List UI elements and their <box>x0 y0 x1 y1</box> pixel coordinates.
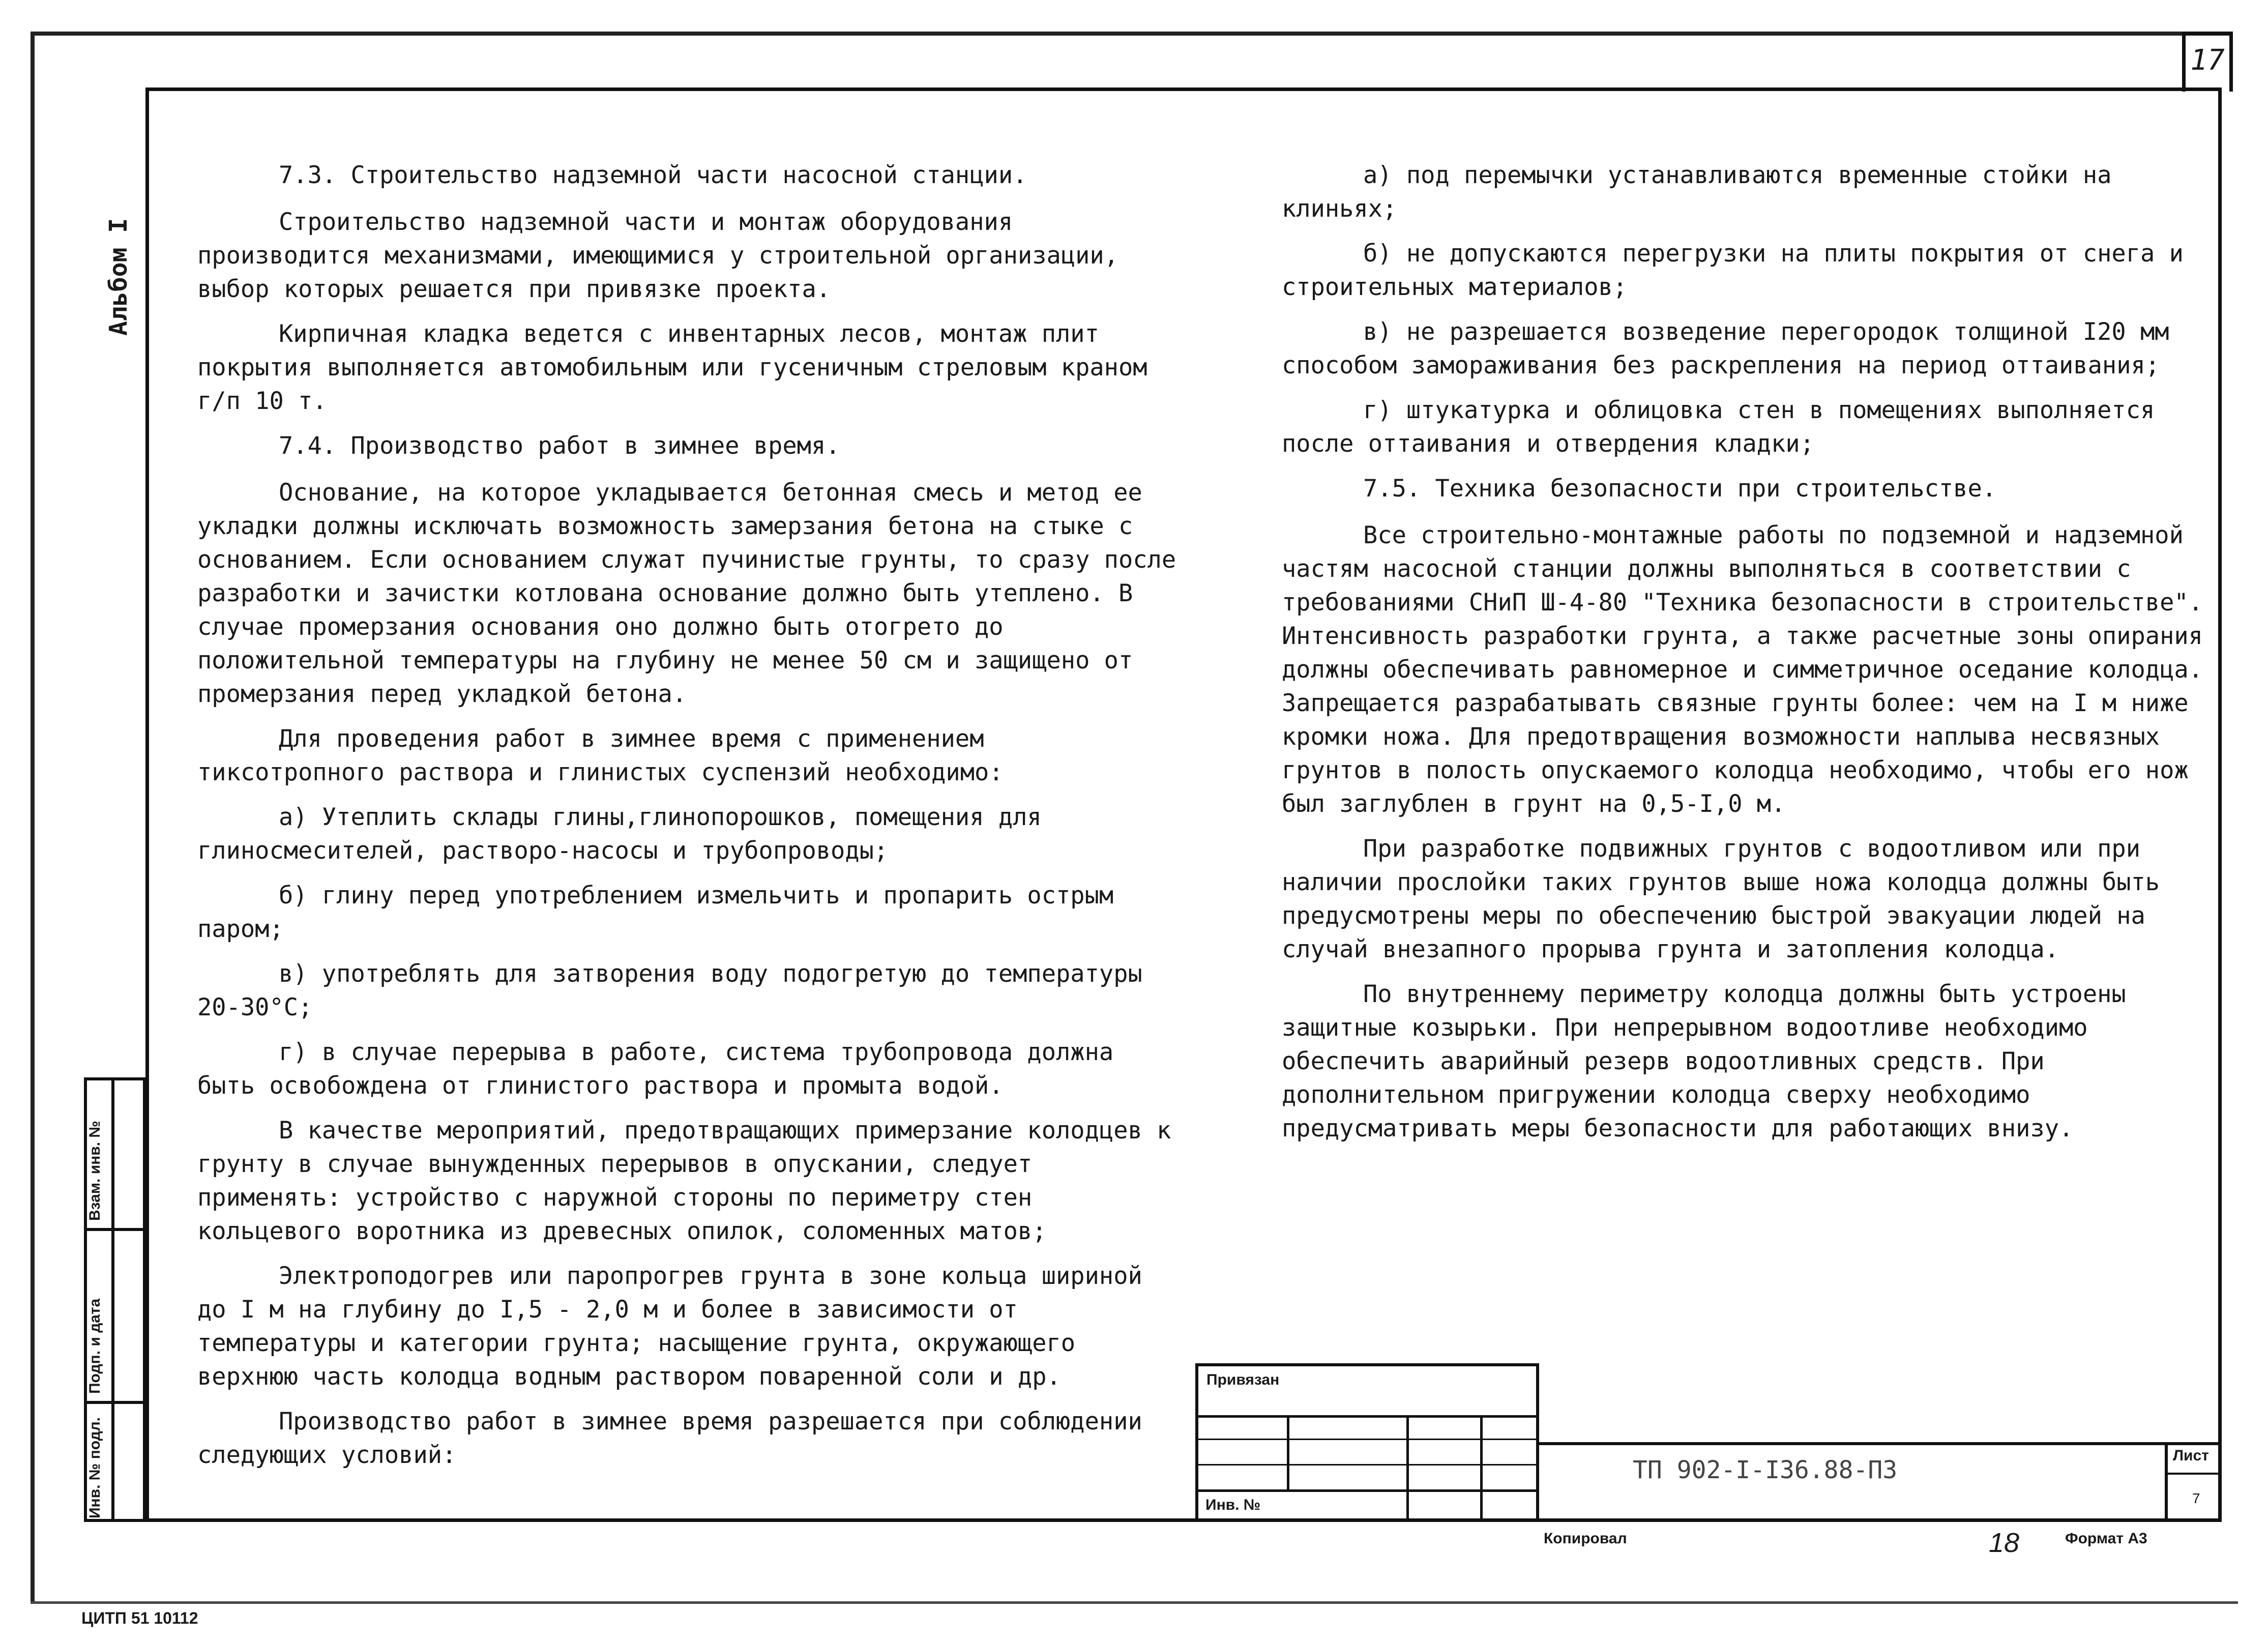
stamp-label-date: Подп. и дата <box>86 1298 103 1394</box>
right-paragraph: По внутреннему периметру колодца должны быть устроены защитные козырьки. При непрерывном водоотливе необходимо обеспечить аварийный резерв водоотливных средств. При дополнительном пригружении колодца сверху необходимо предусматривать меры безопасности для работающих внизу. <box>1282 980 2126 1142</box>
left-paragraph: г) в случае перерыва в работе, система трубопровода должна быть освобождена от глинистого раствора и промыта водой. <box>197 1038 1114 1100</box>
tb-line <box>1406 1415 1409 1522</box>
left-paragraph: Строительство надземной части и монтаж оборудования производится механизмами, имеющимися у строительной организации, выбор которых решается при привязке проекта. <box>197 208 1118 303</box>
left-paragraph: Электроподогрев или паропрогрев грунта в зоне кольца шириной до I м на глубину до I,5 - 2,0 м и более в зависимости от температуры и категории грунта; насыщение грунта, окружающего верхнюю часть колодца водным раствором поваренной соли и др. <box>197 1262 1142 1391</box>
left-paragraph: б) глину перед употреблением измельчить и пропарить острым паром; <box>197 882 1114 943</box>
left-paragraph: Производство работ в зимнее время разрешается при соблюдении следующих условий: <box>197 1408 1142 1469</box>
left-paragraph: В качестве мероприятий, предотвращающих примерзание колодцев к грунту в случае вынужденных перерывов в опускании, следует применять: устройство с наружной стороны по периметру стен кольцевого воротника из древесных опилок, соломенных матов; <box>197 1117 1171 1245</box>
page-number: 17 <box>2190 44 2225 77</box>
left-paragraph: 7.4. Производство работ в зимнее время. <box>279 432 840 460</box>
sheet-label: Лист <box>2173 1447 2209 1464</box>
tb-line <box>1195 1415 1539 1418</box>
privyazan-label: Привязан <box>1206 1371 1280 1388</box>
left-paragraph: Основание, на которое укладывается бетонная смесь и метод ее укладки должны исключать возможность замерзания бетона на стыке с основанием. Если основанием служат пучинистые грунты, то сразу после разработки и зачистки котлована основание должно быть утеплено. В случае промерзания основания оно должно быть отогрето до положительной температуры на глубину не менее 50 см и защищено от промерзания перед укладкой бетона. <box>197 479 1176 708</box>
stamp-label-inv: Инв. № подл. <box>86 1417 103 1518</box>
tb-line <box>1195 1464 1539 1466</box>
right-paragraph: а) под перемычки устанавливаются временные стойки на клиньях; <box>1282 161 2112 223</box>
inv-label: Инв. № <box>1205 1497 1261 1513</box>
copied-label: Копировал <box>1544 1530 1627 1547</box>
outer-frame-top <box>31 32 2233 36</box>
tb-line <box>1195 1363 1539 1366</box>
tb-line <box>1195 1363 1198 1522</box>
album-label: Альбом I <box>104 218 133 336</box>
page-number-box <box>2182 32 2233 92</box>
outer-frame-left <box>31 32 35 1603</box>
right-paragraph: в) не разрешается возведение перегородок толщиной I20 мм способом замораживания без раскрепления на период оттаивания; <box>1282 318 2169 379</box>
left-paragraph: в) употреблять для затворения воду подогретую до температуры 20-30°С; <box>197 960 1142 1021</box>
stamp-row-line <box>87 1228 143 1231</box>
right-paragraph: 7.5. Техника безопасности при строительстве. <box>1363 475 1997 503</box>
right-paragraph: г) штукатурка и облицовка стен в помещениях выполняется после оттаивания и отвердения кладки; <box>1282 396 2155 458</box>
left-column <box>197 159 1184 1483</box>
tb-line <box>1195 1439 1539 1440</box>
stamp-row-line <box>87 1401 143 1404</box>
right-paragraph: Все строительно-монтажные работы по подземной и надземной частям насосной станции должны выполняться в соответствии с требованиями СНиП Ш-4-80 "Техника безопасности в строительстве". Интенсивность разработки грунта, а также расчетные зоны опирания должны обеспечивать равномерное и симметричное оседание колодца. Запрещается разрабатывать связные грунты более: чем на I м ниже кромки ножа. Для предотвращения возможности наплыва несвязных грунтов в полость опускаемого колодца необходимо, чтобы его нож был заглублен в грунт на 0,5-I,0 м. <box>1282 521 2203 818</box>
document-code: ТП 902-I-I36.88-ПЗ <box>1633 1456 1898 1484</box>
left-paragraph: Кирпичная кладка ведется с инвентарных лесов, монтаж плит покрытия выполняется автомобильным или гусеничным стреловым краном г/п 10 т. <box>197 320 1147 415</box>
tb-line <box>2165 1473 2222 1475</box>
left-paragraph: Для проведения работ в зимнее время с применением тиксотропного раствора и глинистых суспензий необходимо: <box>197 725 1004 786</box>
left-paragraph: а) Утеплить склады глины,глинопорошков, помещения для глиносмесителей, растворо-насосы и трубопроводы; <box>197 803 1042 865</box>
tb-line <box>2165 1442 2168 1522</box>
format-label: Формат А3 <box>2065 1530 2147 1547</box>
tb-line <box>1195 1489 1539 1492</box>
handwritten-number: 18 <box>1989 1528 2020 1558</box>
right-paragraph: б) не допускаются перегрузки на плиты покрытия от снега и строительных материалов; <box>1282 240 2184 301</box>
stamp-label-replace: Взам. инв. № <box>86 1121 103 1221</box>
tb-line <box>1536 1442 2222 1445</box>
sheet-number: 7 <box>2192 1490 2200 1506</box>
tb-line <box>1287 1415 1289 1489</box>
tb-line <box>1480 1415 1483 1522</box>
right-column <box>1282 159 2207 1157</box>
footer-code: ЦИТП 51 10112 <box>81 1609 198 1627</box>
stamp-divider <box>111 1080 114 1519</box>
outer-frame-bottom <box>31 1601 2238 1604</box>
right-paragraph: При разработке подвижных грунтов с водоотливом или при наличии прослойки таких грунтов выше ножа колодца должны быть предусмотрены меры по обеспечению быстрой эвакуации людей на случай внезапного прорыва грунта и затопления колодца. <box>1282 835 2160 963</box>
left-paragraph: 7.3. Строительство надземной части насосной станции. <box>279 161 1027 189</box>
